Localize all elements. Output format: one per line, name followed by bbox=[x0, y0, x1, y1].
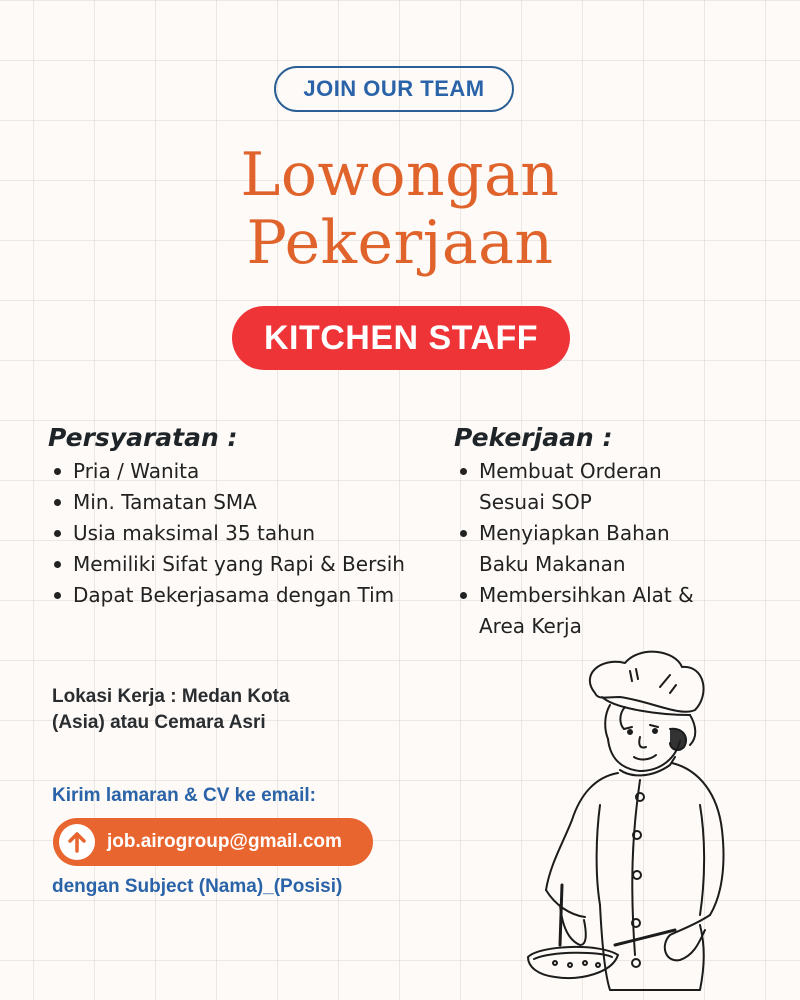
bullet-icon bbox=[54, 499, 61, 506]
list-item bbox=[48, 518, 405, 549]
title-line-1: Lowongan bbox=[240, 140, 560, 210]
email-link[interactable] bbox=[53, 818, 373, 866]
subject-note: dengan Subject (Nama)_(Posisi) bbox=[52, 876, 343, 897]
position-badge bbox=[232, 306, 570, 370]
chef-illustration-icon bbox=[500, 645, 780, 999]
duties-heading: Pekerjaan : bbox=[454, 423, 613, 452]
join-our-team-label: JOIN OUR TEAM bbox=[303, 76, 485, 101]
list-item bbox=[48, 580, 405, 611]
bullet-icon bbox=[460, 468, 467, 475]
duty-text: Membersihkan Alat & Area Kerja bbox=[479, 583, 694, 638]
requirement-text: Memiliki Sifat yang Rapi & Bersih bbox=[73, 552, 405, 576]
bullet-icon bbox=[460, 530, 467, 537]
bullet-icon bbox=[54, 468, 61, 475]
email-address: job.airogroup@gmail.com bbox=[107, 831, 342, 852]
requirement-text: Pria / Wanita bbox=[73, 459, 200, 483]
join-our-team-badge bbox=[274, 66, 514, 112]
arrow-up-icon bbox=[59, 824, 95, 860]
title-line-2: Pekerjaan bbox=[246, 208, 554, 278]
duties-list bbox=[454, 456, 724, 642]
list-item bbox=[454, 518, 724, 580]
work-location bbox=[52, 684, 290, 736]
list-item bbox=[48, 549, 405, 580]
requirement-text: Usia maksimal 35 tahun bbox=[73, 521, 316, 545]
location-line-2: (Asia) atau Cemara Asri bbox=[52, 712, 266, 733]
bullet-icon bbox=[460, 592, 467, 599]
duty-text: Membuat Orderan Sesuai SOP bbox=[479, 459, 662, 514]
bullet-icon bbox=[54, 592, 61, 599]
requirements-heading: Persyaratan : bbox=[48, 423, 238, 452]
bullet-icon bbox=[54, 530, 61, 537]
list-item bbox=[454, 580, 724, 642]
position-label: KITCHEN STAFF bbox=[263, 318, 539, 357]
duties-section bbox=[454, 420, 724, 642]
duty-text: Menyiapkan Bahan Baku Makanan bbox=[479, 521, 670, 576]
send-application-label: Kirim lamaran & CV ke email: bbox=[52, 785, 316, 806]
requirement-text: Dapat Bekerjasama dengan Tim bbox=[73, 583, 395, 607]
location-line-1: Lokasi Kerja : Medan Kota bbox=[52, 686, 290, 707]
list-item bbox=[48, 456, 405, 487]
list-item bbox=[454, 456, 724, 518]
bullet-icon bbox=[54, 561, 61, 568]
requirements-list bbox=[48, 456, 405, 611]
requirement-text: Min. Tamatan SMA bbox=[73, 490, 257, 514]
list-item bbox=[48, 487, 405, 518]
requirements-section bbox=[48, 420, 405, 611]
